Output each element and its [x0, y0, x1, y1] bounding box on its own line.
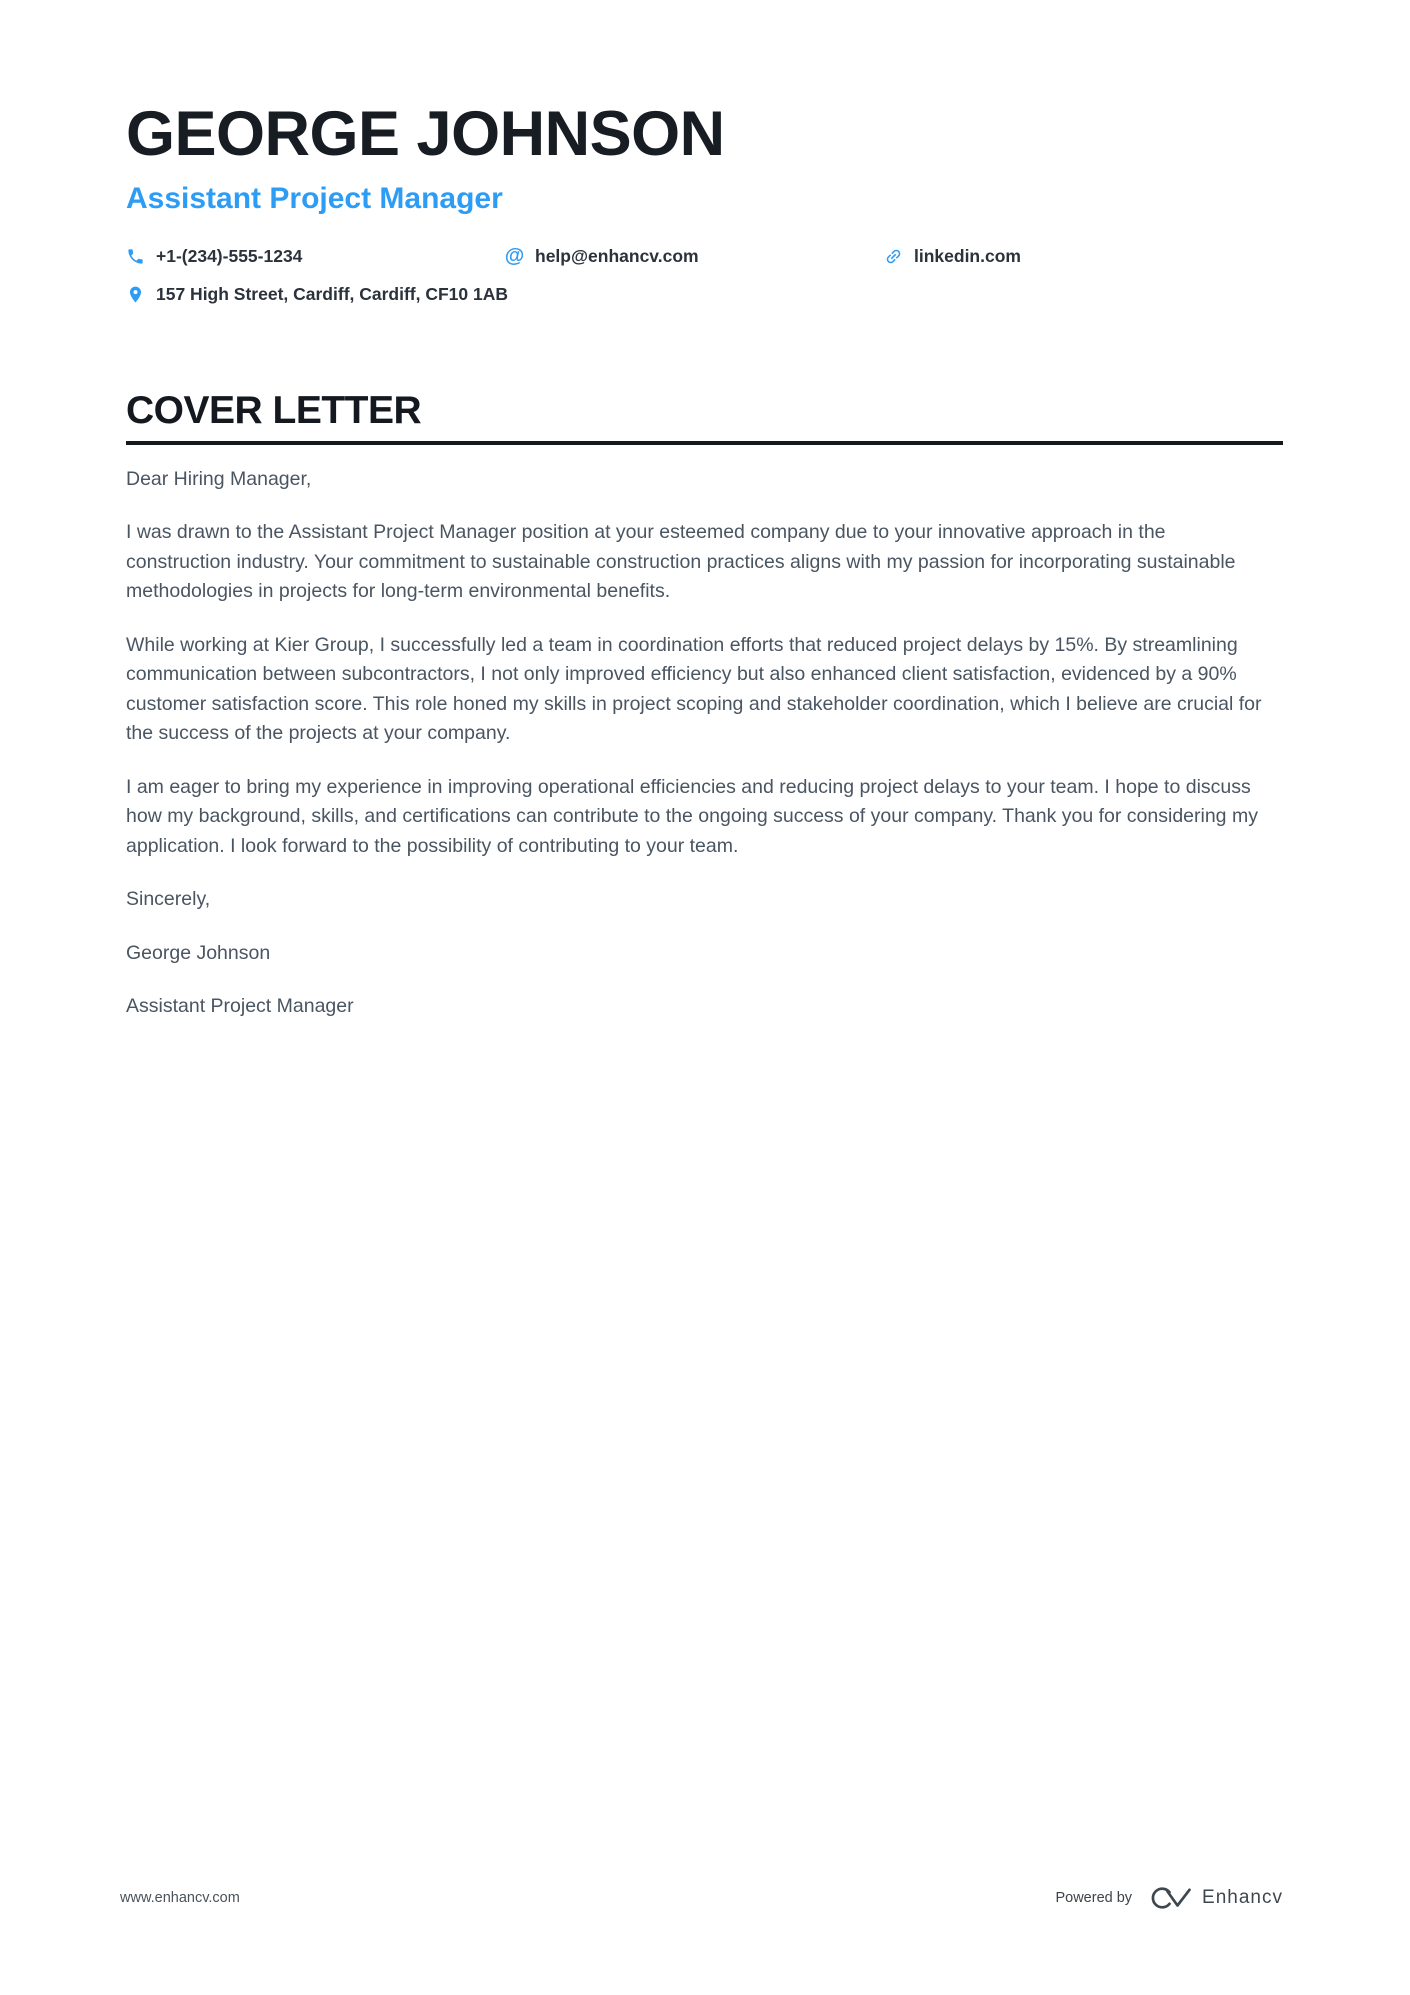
phone-number: +1-(234)-555-1234	[156, 246, 303, 267]
powered-by-label: Powered by	[1055, 1890, 1133, 1906]
page-footer	[120, 1883, 1283, 1913]
email-icon: @	[504, 244, 525, 267]
link-icon	[884, 247, 903, 266]
address-contact[interactable]	[126, 283, 1283, 305]
contact-info	[126, 245, 1283, 305]
powered-by	[1055, 1883, 1283, 1913]
location-icon	[126, 285, 145, 304]
phone-icon	[126, 247, 145, 266]
website-link[interactable]: www.enhancv.com	[120, 1890, 240, 1906]
letter-paragraph: I was drawn to the Assistant Project Manager position at your esteemed company due to your innovative approach in the construction industry. Your commitment to sustainable construction practices aligns with my passion for incorporating sustainable methodologies in projects for long-term environmental benefits.	[126, 521, 1236, 603]
address-text: 157 High Street, Cardiff, Cardiff, CF10 1AB	[156, 284, 509, 305]
email-address: help@enhancv.com	[535, 246, 699, 267]
section-divider	[126, 441, 1283, 445]
enhancv-logo-icon	[1147, 1883, 1193, 1913]
enhancv-brand[interactable]	[1147, 1883, 1283, 1913]
signature-name: George Johnson	[126, 941, 271, 964]
email-contact[interactable]	[505, 245, 884, 267]
cover-letter-section	[126, 389, 1283, 1022]
letter-paragraph: While working at Kier Group, I successfully led a team in coordination efforts that reduced project delays by 15%. By streamlining communication between subcontractors, I not only improved efficiency but also enhanced client satisfaction, evidenced by a 90% customer satisfaction score. This role honed my skills in project scoping and stakeholder coordination, which I believe are crucial for the success of the projects at your company.	[126, 633, 1262, 745]
linkedin-contact[interactable]	[884, 245, 1283, 267]
phone-contact[interactable]	[126, 245, 505, 267]
letter-body	[126, 465, 1262, 1022]
person-name: GEORGE JOHNSON	[126, 99, 725, 169]
letter-salutation: Dear Hiring Manager,	[126, 467, 312, 490]
signature-title: Assistant Project Manager	[126, 995, 354, 1018]
person-job-title: Assistant Project Manager	[126, 182, 503, 216]
letter-closing: Sincerely,	[126, 888, 211, 911]
letter-paragraph: I am eager to bring my experience in improving operational efficiencies and reducing project delays to your team. I hope to discuss how my background, skills, and certifications can contribute to the ongoing success of your company. Thank you for considering my application. I look forward to the possibility of contributing to your team.	[126, 775, 1258, 857]
section-title: COVER LETTER	[126, 389, 422, 433]
linkedin-url: linkedin.com	[914, 246, 1021, 267]
header	[126, 100, 1283, 305]
enhancv-brand-name: Enhancv	[1202, 1887, 1283, 1908]
